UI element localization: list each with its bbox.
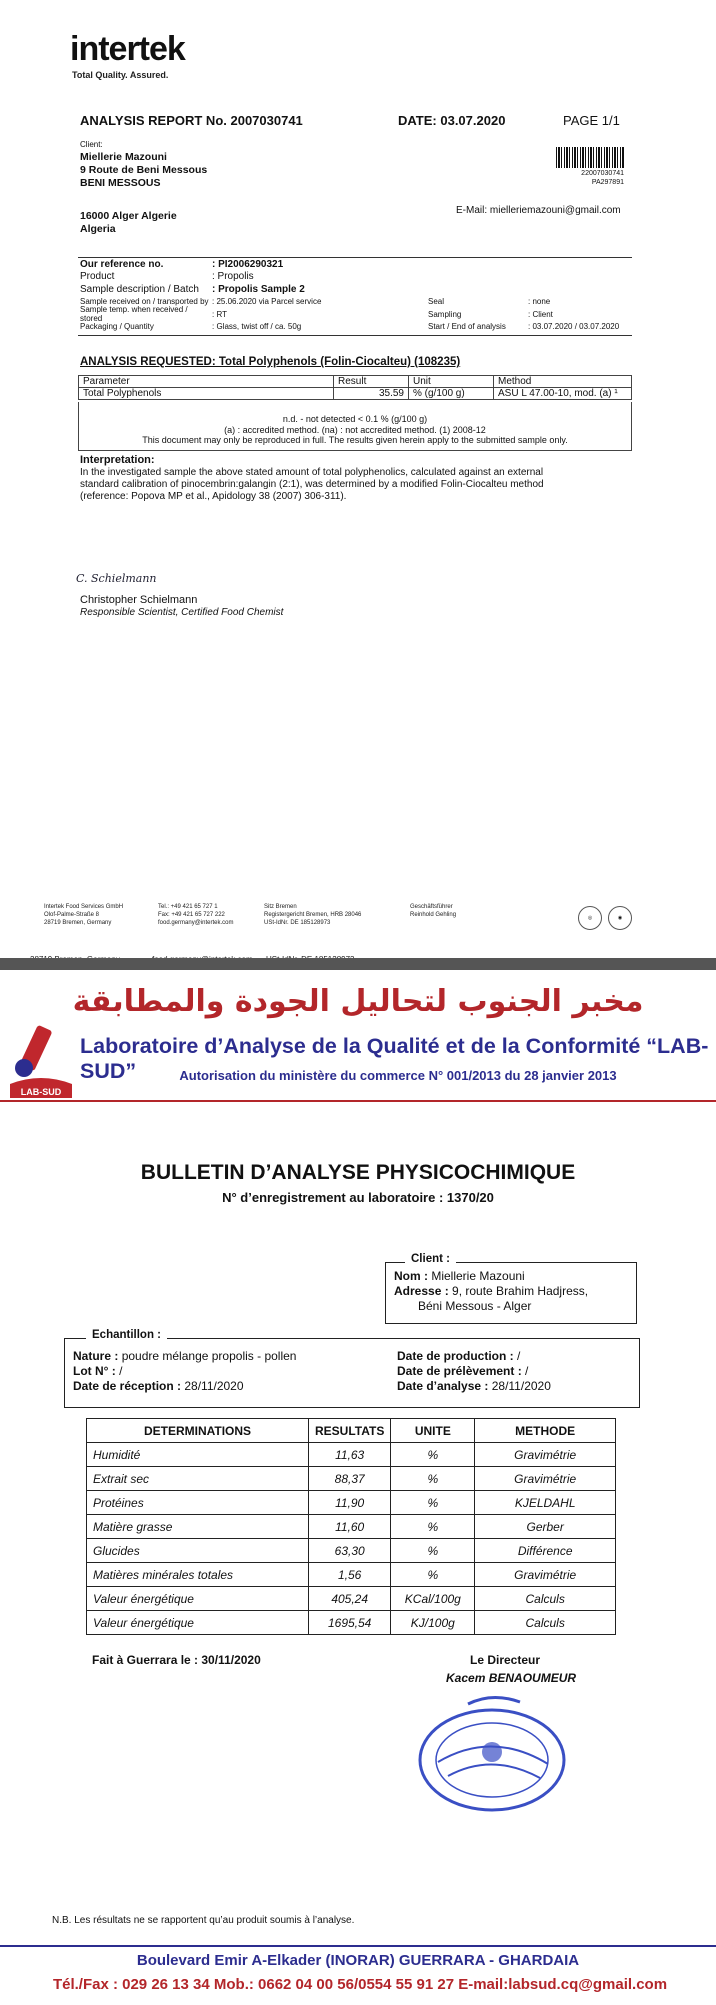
logo-tagline: Total Quality. Assured. — [72, 70, 169, 80]
client-address-line1: 9 Route de Beni Messous — [80, 164, 208, 176]
lot-value: / — [119, 1364, 123, 1378]
barcode-number-1: 22007030741 — [581, 170, 624, 177]
meta-value-2: : Client — [528, 309, 553, 319]
table-row — [87, 1467, 616, 1491]
client-city: 16000 Alger Algerie — [80, 210, 177, 222]
header-parameter: Parameter — [79, 376, 334, 388]
cell-unit: % — [391, 1467, 475, 1491]
labsud-bulletin-page — [0, 970, 716, 2005]
client-box — [385, 1262, 637, 1324]
labsud-microscope-logo-icon — [6, 1022, 76, 1100]
meta-row — [80, 305, 632, 324]
page-separator — [0, 958, 716, 970]
nature-label: Nature : — [73, 1349, 122, 1363]
cell-method: Différence — [475, 1539, 616, 1563]
table-row — [87, 1443, 616, 1467]
cell-method: Gravimétrie — [475, 1443, 616, 1467]
cell-result: 405,24 — [309, 1587, 391, 1611]
cell-determination: Protéines — [87, 1491, 309, 1515]
client-address-line2: BENI MESSOUS — [80, 177, 161, 189]
header-divider — [0, 1100, 716, 1102]
accreditation-seal-icon: ◎ — [578, 906, 602, 930]
determinations-table — [86, 1418, 616, 1635]
nature-value: poudre mélange propolis - pollen — [121, 1349, 297, 1363]
header-unit: Unit — [409, 376, 494, 388]
analyse-label: Date d’analyse : — [397, 1379, 492, 1393]
signature: C. Schielmann — [76, 572, 157, 585]
cell-method: Calculs — [475, 1611, 616, 1635]
cell-result: 63,30 — [309, 1539, 391, 1563]
header-result: Result — [334, 376, 409, 388]
cell-method: ASU L 47.00-10, mod. (a) ¹ — [494, 388, 632, 400]
accreditation-logos — [578, 906, 632, 930]
cell-method: Calculs — [475, 1587, 616, 1611]
report-date: DATE: 03.07.2020 — [398, 113, 506, 128]
cell-determination: Glucides — [87, 1539, 309, 1563]
footer-divider — [0, 1945, 716, 1947]
meta-value-2: : 03.07.2020 / 03.07.2020 — [528, 322, 620, 332]
client-label: Client: — [80, 140, 103, 149]
meta-key: Sample received on / transported by — [80, 297, 209, 307]
cell-unit: % — [391, 1563, 475, 1587]
meta-row — [80, 258, 632, 271]
meta-key: Our reference no. — [80, 258, 164, 270]
sample-legend: Echantillon : — [86, 1329, 167, 1341]
meta-row — [80, 283, 632, 296]
prelevement-label: Date de prélèvement : — [397, 1364, 526, 1378]
lot-label: Lot N° : — [73, 1364, 120, 1378]
report-title: ANALYSIS REPORT No. 2007030741 — [80, 113, 303, 128]
table-row — [79, 388, 632, 400]
client-address-block — [80, 138, 207, 236]
production-value: / — [517, 1349, 521, 1363]
barcode — [556, 147, 624, 168]
cell-method: Gerber — [475, 1515, 616, 1539]
registration-number: N° d’enregistrement au laboratoire : 1370/20 — [222, 1190, 494, 1205]
table-row — [87, 1539, 616, 1563]
meta-value-2: : none — [528, 297, 551, 307]
client-address-line2: Béni Messous - Alger — [418, 1299, 532, 1313]
cell-determination: Matière grasse — [87, 1515, 309, 1539]
meta-key: Sample temp. when received / stored — [80, 305, 188, 324]
note-nd: n.d. - not detected < 0.1 % (g/100 g) — [282, 414, 428, 424]
meta-key: Packaging / Quantity — [80, 322, 154, 332]
cell-result: 11,60 — [309, 1515, 391, 1539]
meta-key-2: Sampling — [428, 309, 462, 319]
table-row — [87, 1611, 616, 1635]
header-unit: UNITE — [391, 1419, 475, 1443]
report-page-number: PAGE 1/1 — [563, 113, 620, 128]
cell-result: 1695,54 — [309, 1611, 391, 1635]
meta-value: : Propolis — [212, 271, 254, 283]
client-name: Miellerie Mazouni — [80, 151, 167, 163]
barcode-numbers — [560, 169, 624, 187]
table-row — [87, 1515, 616, 1539]
table-row — [87, 1587, 616, 1611]
dakks-logo-icon: ◉ — [608, 906, 632, 930]
cell-unit: % — [391, 1539, 475, 1563]
table-row — [87, 1563, 616, 1587]
cell-unit: KJ/100g — [391, 1611, 475, 1635]
signer-role: Responsible Scientist, Certified Food Chemist — [80, 607, 284, 618]
logo-text: LAB-SUD — [20, 1087, 62, 1097]
meta-key-2: Seal — [428, 297, 445, 307]
divider — [78, 335, 632, 336]
cell-result: 11,90 — [309, 1491, 391, 1515]
cell-result: 88,37 — [309, 1467, 391, 1491]
meta-row — [80, 271, 632, 284]
director-name: Kacem BENAOUMEUR — [446, 1671, 577, 1685]
meta-value: : RT — [212, 309, 227, 319]
cell-determination: Humidité — [87, 1443, 309, 1467]
footer-management: Geschäftsführer Reinhold Gehling — [410, 904, 457, 918]
cell-determination: Valeur énergétique — [87, 1611, 309, 1635]
note-reproduction: This document may only be reproduced in full. The results given herein apply to the submitted sample only. — [142, 435, 568, 445]
client-legend: Client : — [405, 1253, 456, 1265]
header-method: Method — [494, 376, 632, 388]
cell-unit: % — [391, 1443, 475, 1467]
ministry-authorisation: Autorisation du ministère du commerce N° 001/2013 du 28 janvier 2013 — [179, 1068, 617, 1083]
client-name: Miellerie Mazouni — [431, 1269, 525, 1283]
cell-determination: Matières minérales totales — [87, 1563, 309, 1587]
table-header-row — [79, 376, 632, 388]
signed-place-date: Fait à Guerrara le : 30/11/2020 — [92, 1653, 261, 1667]
cell-result: 1,56 — [309, 1563, 391, 1587]
signer-name: Christopher Schielmann — [80, 594, 198, 606]
cell-parameter: Total Polyphenols — [79, 388, 334, 400]
cell-unit: KCal/100g — [391, 1587, 475, 1611]
production-label: Date de production : — [397, 1349, 517, 1363]
interpretation-title: Interpretation: — [80, 454, 155, 466]
cell-determination: Valeur énergétique — [87, 1587, 309, 1611]
result-notes — [78, 402, 632, 451]
table-row — [87, 1491, 616, 1515]
sample-right-col — [397, 1349, 551, 1394]
footer-contact: Tel.: +49 421 65 727 1 Fax: +49 421 65 727 222 food.germany@intertek.com — [158, 904, 234, 926]
footer-registry: Sitz Bremen Registergericht Bremen, HRB 28046 USt-IdNr. DE 185128973 — [264, 904, 362, 926]
meta-value: : Propolis Sample 2 — [212, 283, 305, 295]
client-name-label: Nom : — [394, 1269, 432, 1283]
cell-determination: Extrait sec — [87, 1467, 309, 1491]
client-country: Algeria — [80, 223, 116, 235]
lab-contact: Tél./Fax : 029 26 13 34 Mob.: 0662 04 00 56/0554 55 91 27 E-mail:labsud.cq@gmail.com — [52, 1976, 668, 1993]
cell-unit: % — [391, 1515, 475, 1539]
client-email: E-Mail: mielleriemazouni@gmail.com — [456, 205, 621, 216]
meta-value: : 25.06.2020 via Parcel service — [212, 297, 322, 307]
meta-key: Product — [80, 271, 115, 283]
header-method: METHODE — [475, 1419, 616, 1443]
sample-meta-block — [80, 258, 632, 333]
barcode-number-2: PA297891 — [591, 179, 624, 186]
cell-method: Gravimétrie — [475, 1563, 616, 1587]
prelevement-value: / — [525, 1364, 529, 1378]
sample-left-col — [73, 1349, 296, 1394]
lab-address: Boulevard Emir A-Elkader (INORAR) GUERRARA - GHARDAIA — [136, 1952, 580, 1969]
client-address-label: Adresse : — [394, 1284, 453, 1298]
intertek-report-page — [0, 0, 716, 958]
cell-method: Gravimétrie — [475, 1467, 616, 1491]
intertek-logo: intertek — [70, 30, 185, 68]
cell-result: 35.59 — [334, 388, 409, 400]
analyse-value: 28/11/2020 — [491, 1379, 551, 1393]
client-address-line1: 9, route Brahim Hadjress, — [452, 1284, 589, 1298]
cell-unit: % — [391, 1491, 475, 1515]
cell-result: 11,63 — [309, 1443, 391, 1467]
header-results: RESULTATS — [309, 1419, 391, 1443]
sample-box — [64, 1338, 640, 1408]
reception-value: 28/11/2020 — [184, 1379, 244, 1393]
meta-value: : Glass, twist off / ca. 50g — [212, 322, 302, 332]
note-accredited: (a) : accredited method. (na) : not accredited method. (1) 2008-12 — [224, 424, 486, 435]
director-title: Le Directeur — [470, 1653, 541, 1667]
table-header-row — [87, 1419, 616, 1443]
footer-company: Intertek Food Services GmbH Olof-Palme-Straße 8 28719 Bremen, Germany — [44, 904, 124, 926]
official-stamp-icon — [408, 1690, 576, 1820]
interpretation-text: In the investigated sample the above stated amount of total polyphenolics, calculated against an external standard calibration of pinocembrin:galangin (2:1), was determined by a modified Folin-Ciocalteu method (reference: Popova MP et al., Apidology 38 (2007) 306-311). — [80, 467, 544, 502]
meta-key: Sample description / Batch — [80, 283, 199, 295]
meta-value: : PI2006290321 — [212, 258, 284, 270]
analysis-requested: ANALYSIS REQUESTED: Total Polyphenols (Folin-Ciocalteu) (108235) — [80, 356, 461, 368]
bulletin-title: BULLETIN D’ANALYSE PHYSICOCHIMIQUE — [140, 1161, 576, 1184]
meta-key-2: Start / End of analysis — [428, 322, 506, 332]
cell-unit: % (g/100 g) — [409, 388, 494, 400]
cell-method: KJELDAHL — [475, 1491, 616, 1515]
lab-title: Laboratoire d’Analyse de la Qualité et de la Conformité “LAB-SUD” — [80, 1034, 709, 1083]
meta-row — [80, 321, 632, 334]
results-table — [78, 375, 632, 400]
arabic-lab-title: مخبر الجنوب لتحاليل الجودة والمطابقة — [72, 984, 644, 1019]
header-determinations: DETERMINATIONS — [87, 1419, 309, 1443]
nb-note: N.B. Les résultats ne se rapportent qu’au produit soumis à l’analyse. — [52, 1915, 355, 1926]
reception-label: Date de réception : — [73, 1379, 185, 1393]
